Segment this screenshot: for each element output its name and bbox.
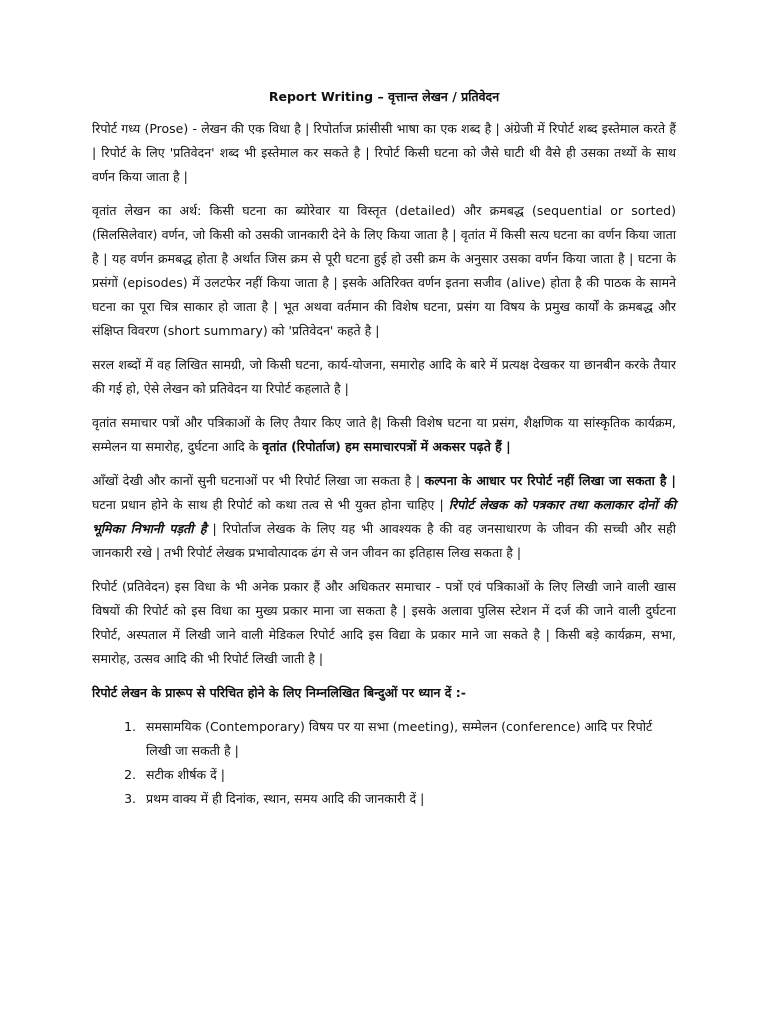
eyewitness-bold-italic-text: रिपोर्ट लेखक को पत्रकार तथा कलाकार दोनों की भूमिका निभानी पड़ती है (92, 497, 676, 536)
list-item: 3. प्रथम वाक्य में ही दिनांक, स्थान, समय आदि की जानकारी दें | (140, 787, 676, 811)
paragraph-eyewitness (92, 469, 676, 565)
newspapers-text: वृतांत समाचार पत्रों और पत्रिकाओं के लिए तैयार किए जाते है| किसी विशेष घटना या प्रसंग, शैक्षणिक या सांस्कृतिक कार्यक्रम, सम्मेलन या समारोह, दुर्घटना आदि के (92, 415, 676, 454)
eyewitness-bold-text: कल्पना के आधार पर रिपोर्ट नहीं लिखा जा सकता है | (424, 473, 676, 488)
paragraph-meaning: वृतांत लेखन का अर्थ: किसी घटना का ब्योरेवार या विस्तृत (detailed) और क्रमबद्ध (sequential or sorted) (सिलसिलेवार) वर्णन, जो किसी को उसकी जानकारी देने के लिए किया जाता है | वृतांत में किसी सत्य घटना का वर्णन किया जाता है | यह वर्णन क्रमबद्ध होता है अर्थात जिस क्रम से पूरी घटना हुई हो उसी क्रम के अनुसार उसका वर्णन किया जाता है | घटना के प्रसंगों (episodes) में उलटफेर नहीं किया जाता है | इसके अतिरिक्त वर्णन इतना सजीव (alive) होता है की पाठक के सामने घटना का पूरा चित्र साकार हो जाता है | भूत अथवा वर्तमान की विशेष घटना, प्रसंग या विषय के प्रमुख कार्यों के क्रमबद्ध और संक्षिप्त विवरण (short summary) को 'प्रतिवेदन' कहते है | (92, 203, 676, 338)
list-item: 2. सटीक शीर्षक दें | (140, 763, 676, 787)
paragraph-intro: रिपोर्ट गध्य (Prose) - लेखन की एक विधा है | रिपोर्ताज फ्रांसीसी भाषा का एक शब्द है | अंग्रेजी में रिपोर्ट शब्द इस्तेमाल करते हैं | रिपोर्ट के लिए 'प्रतिवेदन' शब्द भी इस्तेमाल कर सकते है | रिपोर्ट किसी घटना को जैसे घाटी थी वैसे ही उसका तथ्यों के साथ वर्णन किया जाता है | (92, 121, 676, 184)
paragraph-types: रिपोर्ट (प्रतिवेदन) इस विधा के भी अनेक प्रकार हैं और अधिकतर समाचार - पत्रों एवं पत्रिकाओं के लिए लिखी जाने वाली खास विषयों की रिपोर्ट को इस विधा का मुख्य प्रकार माना जा सकता है | इसके अलावा पुलिस स्टेशन में दर्ज की जाने वाली दुर्घटना रिपोर्ट, अस्पताल में लिखी जाने वाली मेडिकल रिपोर्ट आदि इस विद्या के प्रकार माने जा सकते है | किसी बड़े कार्यक्रम, सभा, समारोह, उत्सव आदि की भी रिपोर्ट लिखी जाती है | (92, 579, 676, 666)
eyewitness-text-1: आँखों देखी और कानों सुनी घटनाओं पर भी रिपोर्ट लिखा जा सकता है | (92, 473, 425, 488)
newspapers-bold-text: वृतांत (रिपोर्ताज) हम समाचारपत्रों में अकसर पढ़ते हैं | (262, 439, 511, 454)
paragraph-format-points: रिपोर्ट लेखन के प्रारूप से परिचित होने के लिए निम्नलिखित बिन्दुओं पर ध्यान दें :- (92, 685, 466, 700)
document-title: Report Writing – वृत्तान्त लेखन / प्रतिवेदन (268, 89, 500, 104)
list-item: 1. समसामयिक (Contemporary) विषय पर या सभा (meeting), सम्मेलन (conference) आदि पर रिपोर्ट लिखी जा सकती है | (140, 715, 676, 763)
paragraph-simple-words: सरल शब्दों में वह लिखित सामग्री, जो किसी घटना, कार्य-योजना, समारोह आदि के बारे में प्रत्यक्ष देखकर या छानबीन करके तैयार की गई हो, ऐसे लेखन को प्रतिवेदन या रिपोर्ट कहलाते है | (92, 357, 676, 396)
format-points-list (92, 715, 676, 811)
eyewitness-text-2: घटना प्रधान होने के साथ ही रिपोर्ट को कथा तत्व से भी युक्त होना चाहिए | (92, 497, 449, 512)
paragraph-newspapers (92, 411, 676, 459)
eyewitness-text-3: | रिपोर्ताज लेखक के लिए यह भी आवश्यक है की वह जनसाधारण के जीवन की सच्ची और सही जानकारी रखे | तभी रिपोर्ट लेखक प्रभावोत्पादक ढंग से जन जीवन का इतिहास लिख सकता है | (92, 521, 676, 560)
